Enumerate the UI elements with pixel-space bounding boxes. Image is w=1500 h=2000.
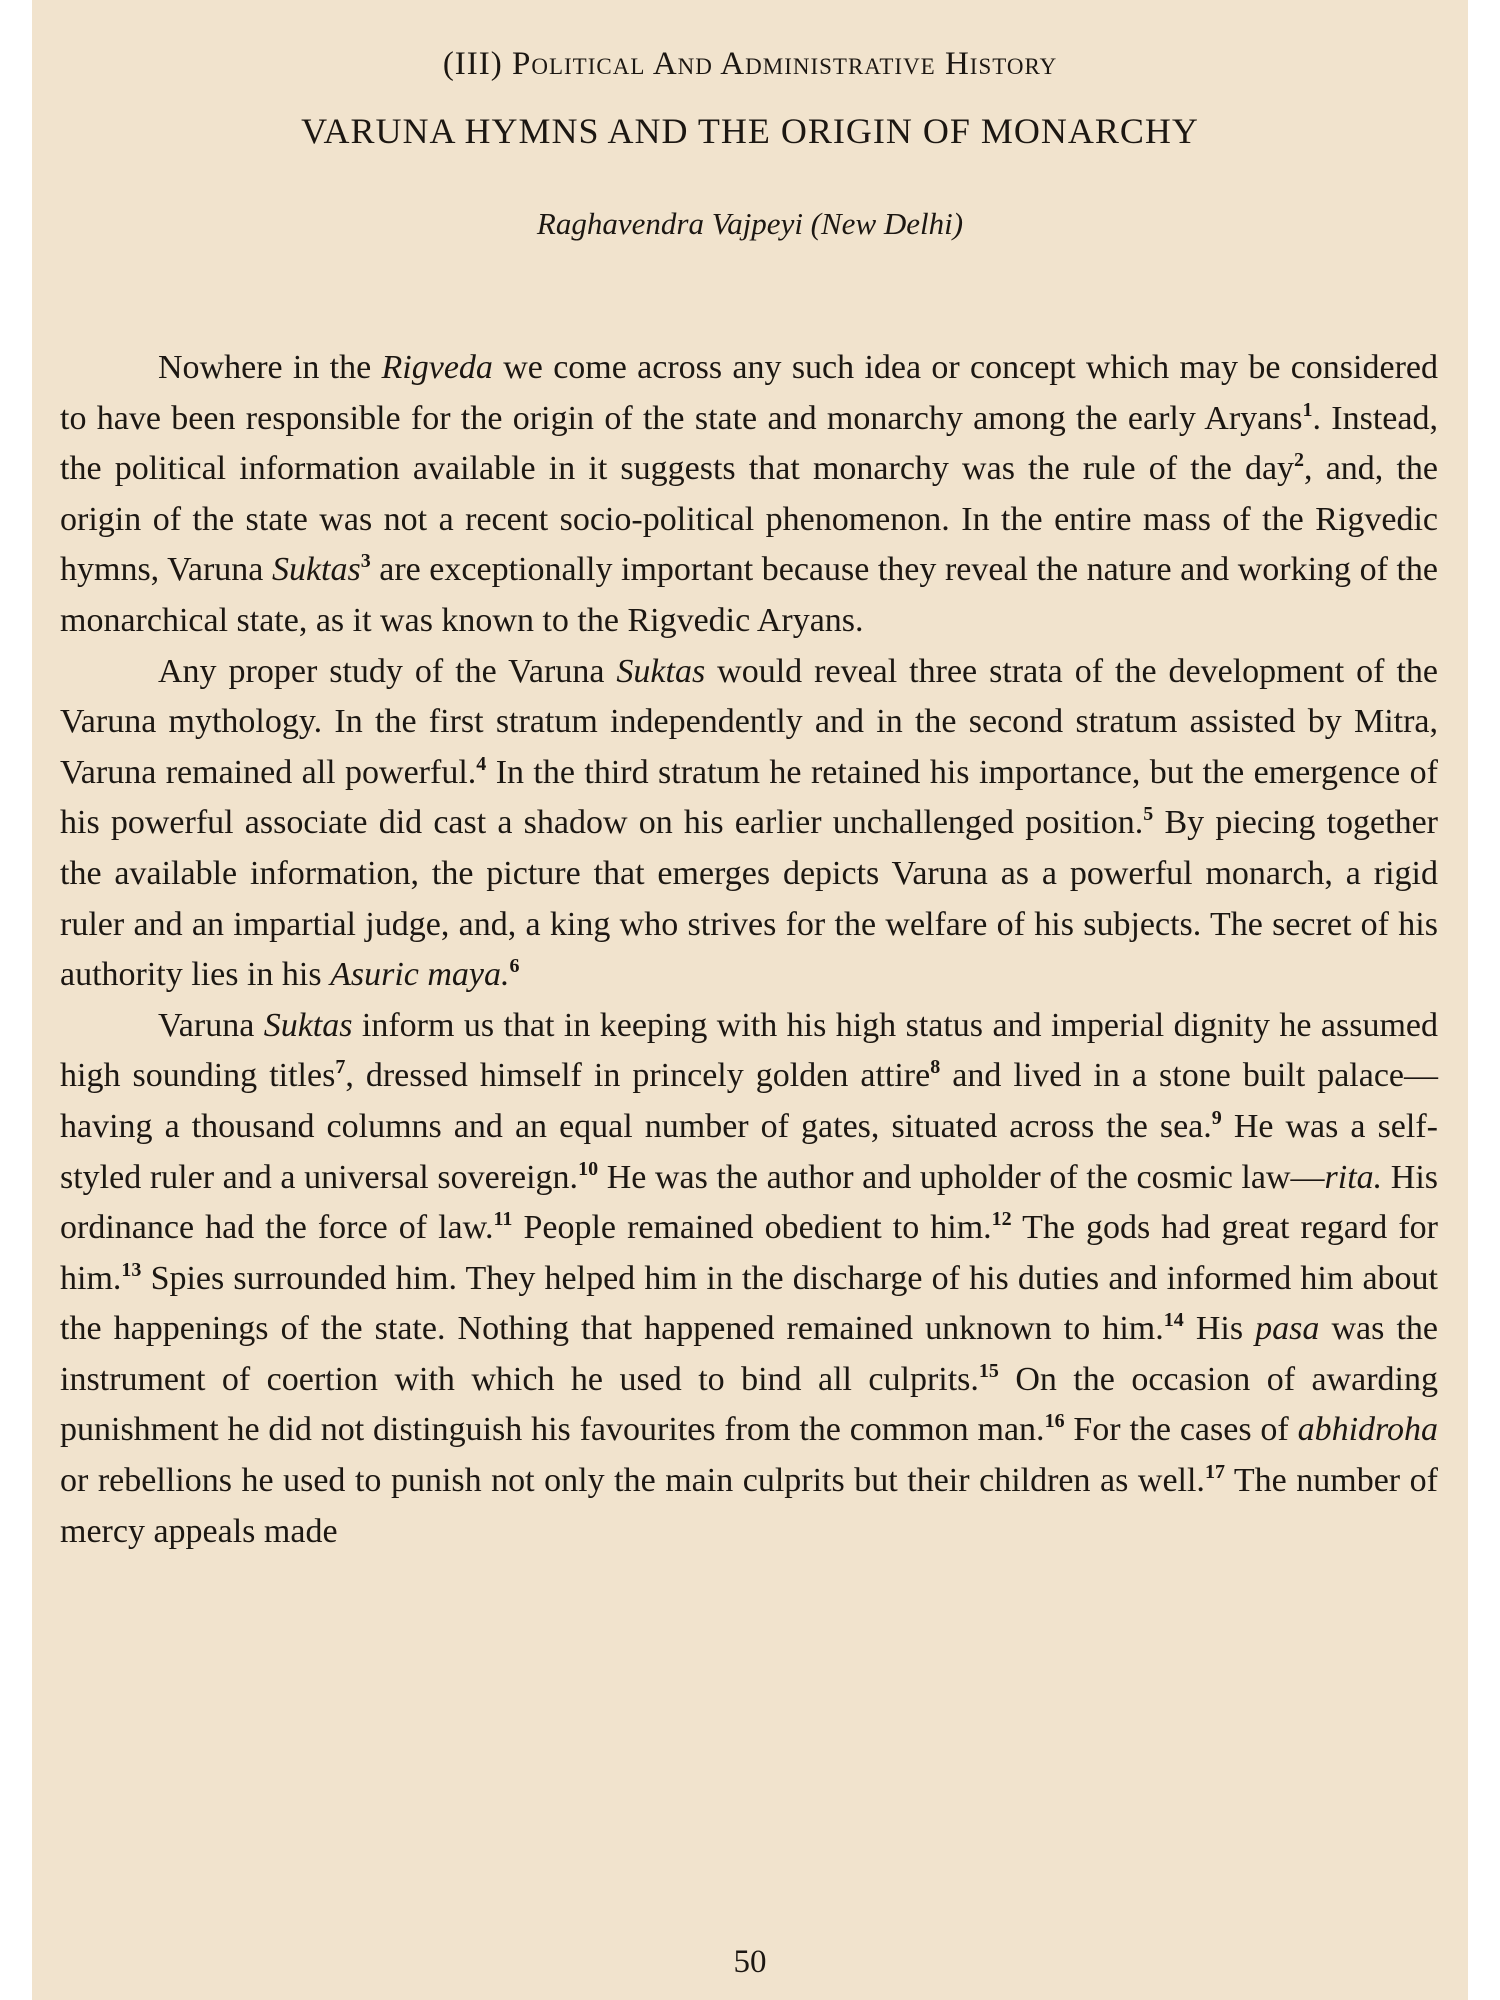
italic-term: rita.	[1324, 1158, 1383, 1196]
text-run: For the cases of	[1064, 1411, 1298, 1449]
text-run: are exceptionally important because they reveal the nature and working of the monarchical state, as it was known to the Rigvedic Aryans.	[60, 551, 1438, 639]
text-run: By piecing together the available information, the picture that emerges depicts Varuna as a powerful monarch, a rigid ruler and an impartial judge, and, a king who strives for the welfare of his subjects. The secret of his authority lies in his	[60, 804, 1438, 994]
footnote-marker: 15	[978, 1359, 999, 1382]
text-run: . Instead, the political information available in it suggests that monarchy was the rule of the day	[60, 399, 1438, 488]
footnote-marker: 3	[360, 550, 371, 573]
footnote-marker: 6	[509, 955, 520, 978]
text-run: On the occasion of awarding punishment he did not distinguish his favourites from the common man.	[60, 1360, 1438, 1449]
page-number: 50	[733, 1944, 767, 1980]
footnote-marker: 17	[1204, 1461, 1225, 1484]
text-run: The number of mercy appeals made	[60, 1462, 1438, 1550]
footnote-marker: 8	[930, 1056, 941, 1079]
footnote-marker: 2	[1294, 449, 1305, 472]
italic-term: abhidroha	[1297, 1411, 1439, 1449]
author-byline: Raghavendra Vajpeyi (New Delhi)	[536, 206, 964, 241]
italic-term: pasa	[1255, 1310, 1320, 1348]
document-page	[32, 0, 1468, 2000]
footnote-marker: 5	[1143, 803, 1154, 826]
text-run: His	[1183, 1310, 1256, 1348]
italic-term: Rigveda	[381, 349, 493, 386]
text-run: He was a self-styled ruler and a universal sovereign.	[60, 1107, 1438, 1196]
footnote-marker: 9	[1211, 1106, 1222, 1129]
section-heading: (III) Political And Administrative History	[442, 46, 1058, 82]
footnote-marker: 14	[1163, 1309, 1184, 1332]
text-run: was the instrument of coertion with which he used to bind all culprits.	[60, 1310, 1438, 1398]
body-paragraph	[60, 647, 1438, 1001]
article-body	[60, 343, 1438, 1557]
body-paragraph	[60, 343, 1438, 647]
text-run: , and, the origin of the state was not a recent socio-political phenomenon. In the entire mass of the Rigvedic hymns, Varuna	[60, 450, 1438, 589]
text-run: The gods had great regard for him.	[60, 1209, 1439, 1297]
text-run: Any proper study of the Varuna	[158, 652, 617, 690]
text-run: would reveal three strata of the development of the Varuna mythology. In the first stratum independently and in the second stratum assisted by Mitra, Varuna remained all powerful.	[60, 652, 1438, 791]
text-run: Varuna	[158, 1006, 264, 1044]
text-run: inform us that in keeping with his high status and imperial dignity he assumed high sounding titles	[60, 1006, 1438, 1095]
text-run: , dressed himself in princely golden attire	[345, 1057, 931, 1095]
footnote-marker: 7	[335, 1056, 346, 1079]
text-run: or rebellions he used to punish not only the main culprits but their children as well.	[60, 1462, 1205, 1500]
text-run: People remained obedient to him.	[512, 1209, 992, 1247]
italic-term: Asuric maya.	[330, 956, 510, 994]
text-run: and lived in a stone built palace—having a thousand columns and an equal number of gates, situated across the sea.	[60, 1057, 1439, 1145]
italic-term: Suktas	[271, 551, 361, 589]
italic-term: Suktas	[616, 652, 706, 690]
footnote-marker: 11	[493, 1208, 513, 1231]
text-run: In the third stratum he retained his importance, but the emergence of his powerful associate did cast a shadow on his earlier unchallenged position.	[60, 753, 1438, 842]
footnote-marker: 16	[1044, 1410, 1065, 1433]
text-run: Nowhere in the	[158, 349, 382, 386]
footnote-marker: 4	[476, 752, 487, 775]
text-run: He was the author and upholder of the cosmic law—	[598, 1158, 1325, 1196]
footnote-marker: 13	[121, 1258, 142, 1281]
text-run: His ordinance had the force of law.	[60, 1158, 1439, 1247]
footnote-marker: 10	[578, 1157, 599, 1180]
article-title: VARUNA HYMNS AND THE ORIGIN OF MONARCHY	[301, 111, 1199, 151]
text-run: Spies surrounded him. They helped him in the discharge of his duties and informed him about the happenings of the state. Nothing that happened remained unknown to him.	[60, 1259, 1438, 1348]
footnote-marker: 12	[991, 1208, 1012, 1231]
footnote-marker: 1	[1302, 398, 1313, 421]
body-paragraph	[60, 1001, 1438, 1558]
italic-term: Suktas	[263, 1006, 353, 1044]
text-run: we come across any such idea or concept which may be considered to have been responsible for the origin of the state and monarchy among the early Aryans	[60, 349, 1438, 437]
